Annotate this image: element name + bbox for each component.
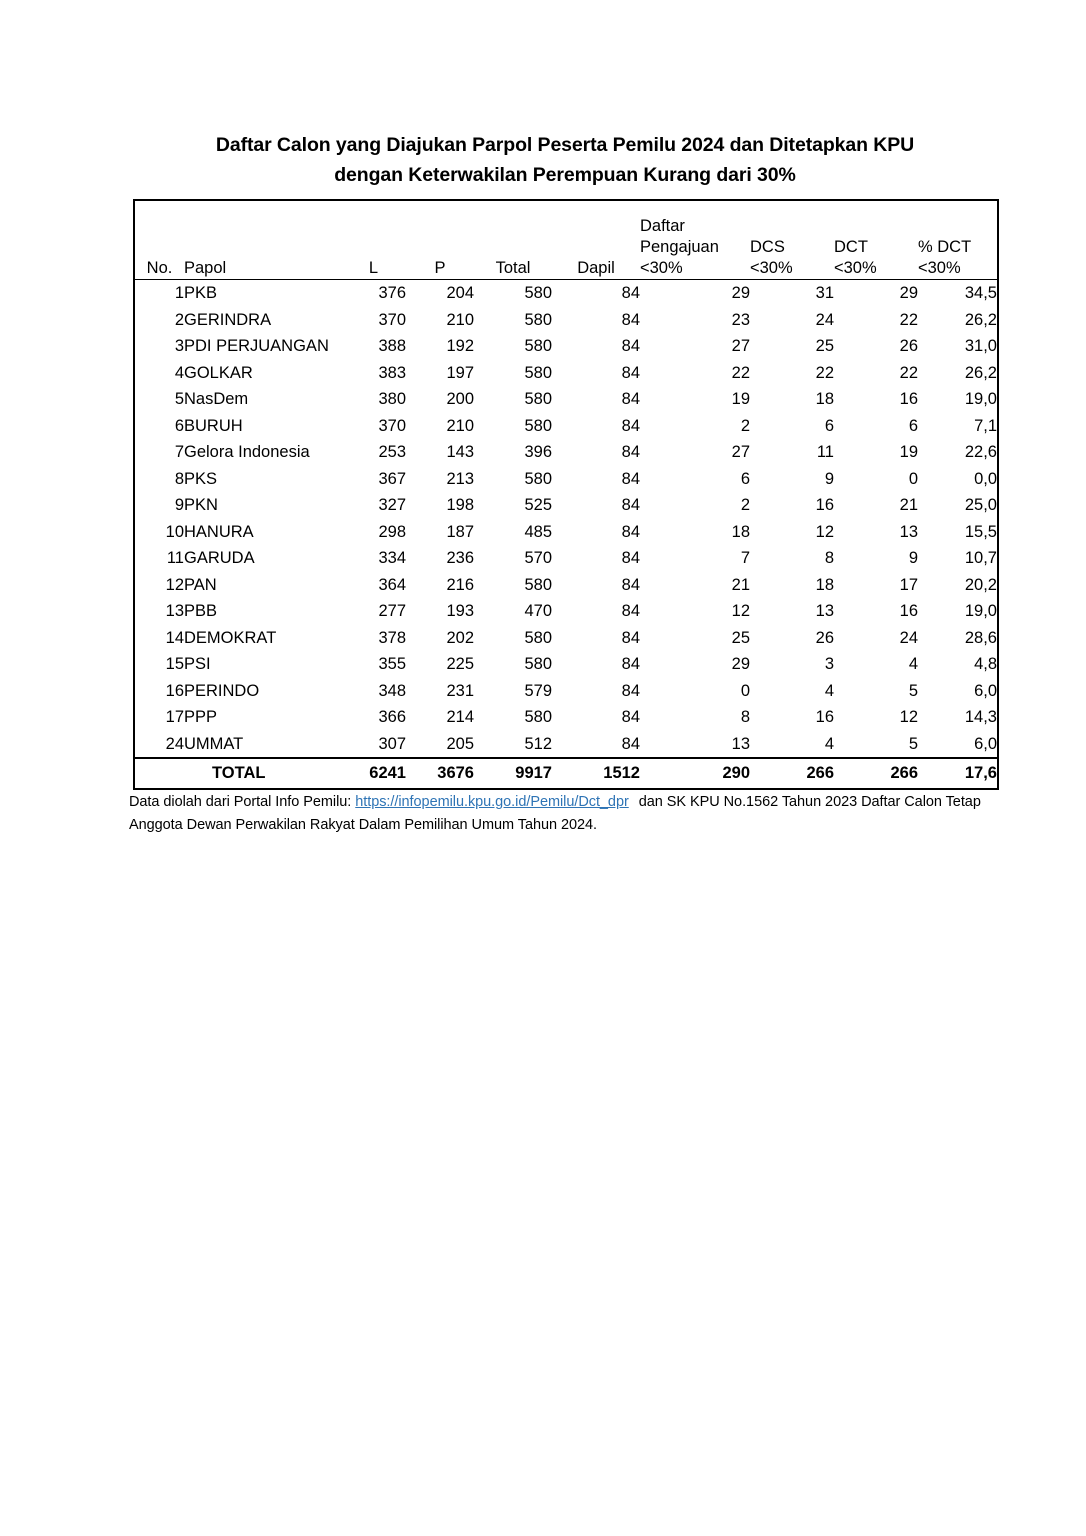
cell-dcs: 31	[815, 284, 834, 302]
cell-pengajuan: 29	[731, 655, 750, 673]
cell-dct: 22	[899, 363, 918, 382]
info-pemilu-link[interactable]: https://infopemilu.kpu.go.id/Pemilu/Dct_dpr	[355, 794, 629, 810]
total-cell-l: 6241	[341, 758, 406, 789]
cell-dapil: 84	[621, 522, 640, 541]
cell-total: 580	[524, 469, 552, 488]
table-row	[134, 360, 998, 387]
cell-total: 579	[524, 681, 552, 700]
cell-total: 580	[524, 708, 552, 726]
column-header-pengajuan-line-2: Pengajuan	[640, 238, 719, 256]
cell-papol: PDI PERJUANGAN	[184, 337, 329, 355]
table-row	[134, 492, 998, 519]
cell-p: 204	[446, 284, 474, 302]
cell-l: 364	[378, 575, 406, 594]
cell-dapil: 84	[621, 655, 640, 673]
cell-l: 376	[378, 284, 406, 302]
cell-no: 9	[174, 496, 184, 514]
cell-no: 12	[165, 575, 184, 594]
cell-pengajuan: 22	[731, 363, 750, 382]
cell-p: 192	[446, 337, 474, 355]
cell-dapil: 84	[621, 416, 640, 435]
column-header-dcs-line-1: DCS	[750, 238, 785, 256]
cell-pdct: 0,0	[974, 469, 997, 488]
cell-dcs: 16	[815, 708, 834, 726]
column-header-pengajuan-line-1: Daftar	[640, 217, 685, 235]
cell-no: 10	[165, 522, 184, 541]
cell-papol: DEMOKRAT	[184, 628, 277, 647]
data-table-container	[133, 199, 997, 790]
table-row	[134, 731, 998, 759]
cell-total: 580	[524, 655, 552, 673]
cell-pengajuan: 18	[731, 522, 750, 541]
cell-total: 485	[524, 522, 552, 541]
table-row	[134, 280, 998, 307]
cell-pengajuan: 2	[740, 416, 750, 435]
cell-no: 24	[165, 734, 184, 753]
cell-dcs: 16	[815, 496, 834, 514]
cell-dcs: 4	[824, 734, 834, 753]
column-header-p: P	[406, 200, 474, 280]
table-row	[134, 413, 998, 440]
cell-pdct: 25,0	[964, 496, 997, 514]
total-cell-dapil: 1512	[552, 758, 640, 789]
cell-dcs: 12	[815, 522, 834, 541]
cell-total: 580	[524, 416, 552, 435]
cell-total: 580	[524, 310, 552, 329]
cell-total: 470	[524, 602, 552, 620]
cell-dct: 26	[899, 337, 918, 355]
column-header-dapil: Dapil	[552, 200, 640, 280]
cell-dcs: 22	[815, 363, 834, 382]
cell-papol: PBB	[184, 602, 218, 620]
cell-pdct: 19,0	[964, 602, 997, 620]
column-header-pengajuan-line-3: <30%	[640, 259, 683, 277]
cell-dct: 16	[899, 390, 918, 408]
cell-dapil: 84	[621, 469, 640, 488]
cell-pengajuan: 27	[731, 337, 750, 355]
cell-dapil: 84	[621, 337, 640, 355]
total-cell-pengajuan: 290	[640, 758, 750, 789]
cell-l: 334	[378, 549, 406, 567]
table-row	[134, 386, 998, 413]
cell-l: 383	[378, 363, 406, 382]
cell-p: 200	[446, 390, 474, 408]
cell-dct: 21	[899, 496, 918, 514]
cell-pengajuan: 25	[731, 628, 750, 647]
cell-dct: 22	[899, 310, 918, 329]
cell-pengajuan: 8	[740, 708, 750, 726]
cell-p: 187	[446, 522, 474, 541]
cell-dcs: 6	[824, 416, 834, 435]
cell-pengajuan: 23	[731, 310, 750, 329]
cell-p: 193	[446, 602, 474, 620]
cell-no: 3	[174, 337, 184, 355]
cell-dct: 12	[899, 708, 918, 726]
cell-dcs: 3	[824, 655, 834, 673]
cell-pengajuan: 21	[731, 575, 750, 594]
cell-pdct: 26,2	[964, 310, 997, 329]
cell-l: 370	[378, 416, 406, 435]
cell-dct: 6	[908, 416, 918, 435]
cell-dapil: 84	[621, 681, 640, 700]
column-header-percent-dct	[918, 200, 998, 280]
cell-pdct: 15,5	[964, 522, 997, 541]
column-header-dct	[834, 200, 918, 280]
cell-pdct: 22,6	[964, 443, 997, 461]
cell-dapil: 84	[621, 284, 640, 302]
cell-dcs: 26	[815, 628, 834, 647]
cell-total: 580	[524, 390, 552, 408]
cell-papol: PKB	[184, 284, 218, 302]
table-row	[134, 519, 998, 546]
cell-p: 197	[446, 363, 474, 382]
cell-dct: 9	[908, 549, 918, 567]
cell-no: 15	[165, 655, 184, 673]
total-cell-dct: 266	[834, 758, 918, 789]
cell-p: 210	[446, 310, 474, 329]
cell-l: 366	[378, 708, 406, 726]
column-header-dcs	[750, 200, 834, 280]
cell-papol: PSI	[184, 655, 211, 673]
cell-pdct: 6,0	[974, 734, 997, 753]
total-cell-papol: TOTAL	[184, 758, 341, 789]
cell-p: 231	[446, 681, 474, 700]
cell-pdct: 28,6	[964, 628, 997, 647]
source-note-suffix: dan SK KPU No.1562 Tahun 2023 Daftar Calon Tetap Anggota Dewan Perwakilan Rakyat Dalam Pemilihan Umum Tahun 2024.	[129, 794, 981, 833]
cell-papol: GERINDRA	[184, 310, 272, 329]
cell-pengajuan: 2	[740, 496, 750, 514]
cell-pdct: 7,1	[974, 416, 997, 435]
cell-no: 13	[165, 602, 184, 620]
cell-l: 388	[378, 337, 406, 355]
cell-papol: HANURA	[184, 522, 254, 541]
cell-dct: 13	[899, 522, 918, 541]
total-cell-pdct: 17,6	[918, 758, 998, 789]
cell-total: 580	[524, 337, 552, 355]
cell-dcs: 11	[816, 443, 834, 461]
source-note	[129, 791, 1009, 837]
cell-pdct: 6,0	[974, 681, 997, 700]
column-header-l: L	[341, 200, 406, 280]
column-header-dct-line-2: <30%	[834, 259, 877, 277]
cell-pengajuan: 29	[731, 284, 750, 302]
candidates-table	[133, 199, 999, 790]
cell-papol: UMMAT	[184, 734, 244, 753]
table-row	[134, 598, 998, 625]
cell-total: 580	[524, 628, 552, 647]
cell-no: 11	[166, 549, 184, 567]
cell-dct: 5	[908, 681, 918, 700]
total-cell-total: 9917	[474, 758, 552, 789]
table-header	[134, 200, 998, 280]
cell-papol: GOLKAR	[184, 363, 253, 382]
cell-papol: PPP	[184, 708, 218, 726]
cell-pdct: 31,0	[964, 337, 997, 355]
column-header-no: No.	[134, 200, 184, 280]
cell-dapil: 84	[621, 628, 640, 647]
cell-l: 277	[378, 602, 406, 620]
cell-no: 16	[165, 681, 184, 700]
cell-dapil: 84	[621, 443, 640, 461]
cell-p: 214	[446, 708, 474, 726]
cell-no: 1	[174, 284, 184, 302]
cell-dcs: 18	[815, 575, 834, 594]
column-header-dcs-line-2: <30%	[750, 259, 793, 277]
cell-pengajuan: 13	[731, 734, 750, 753]
cell-l: 307	[378, 734, 406, 753]
cell-total: 580	[524, 284, 552, 302]
cell-p: 202	[446, 628, 474, 647]
cell-no: 2	[174, 310, 184, 329]
cell-dct: 24	[899, 628, 918, 647]
cell-dapil: 84	[621, 602, 640, 620]
cell-pdct: 4,8	[974, 655, 997, 673]
cell-no: 4	[174, 363, 184, 382]
cell-dct: 17	[899, 575, 918, 594]
column-header-dct-line-1: DCT	[834, 238, 868, 256]
cell-pengajuan: 6	[740, 469, 750, 488]
cell-dct: 19	[899, 443, 918, 461]
cell-dapil: 84	[621, 310, 640, 329]
cell-papol: PKS	[184, 469, 218, 488]
page-title	[133, 130, 997, 190]
cell-l: 378	[378, 628, 406, 647]
cell-pdct: 10,7	[964, 549, 997, 567]
cell-p: 205	[446, 734, 474, 753]
cell-papol: GARUDA	[184, 549, 255, 567]
cell-no: 17	[165, 708, 184, 726]
cell-p: 225	[446, 655, 474, 673]
table-row	[134, 678, 998, 705]
column-header-papol: Papol	[184, 200, 341, 280]
table-row	[134, 545, 998, 572]
cell-l: 367	[378, 469, 406, 488]
cell-l: 327	[378, 496, 406, 514]
cell-pengajuan: 7	[740, 549, 750, 567]
cell-pdct: 26,2	[964, 363, 997, 382]
cell-dcs: 8	[824, 549, 834, 567]
cell-dct: 5	[908, 734, 918, 753]
cell-p: 213	[446, 469, 474, 488]
cell-total: 512	[524, 734, 552, 753]
page-title-line-2: dengan Keterwakilan Perempuan Kurang dari 30%	[334, 164, 796, 186]
cell-dapil: 84	[621, 734, 640, 753]
cell-no: 8	[174, 469, 184, 488]
table-header-row	[134, 200, 998, 280]
cell-papol: PAN	[184, 575, 217, 594]
cell-pdct: 19,0	[964, 390, 997, 408]
cell-dcs: 9	[824, 469, 834, 488]
cell-papol: PERINDO	[184, 681, 260, 700]
cell-dcs: 4	[824, 681, 834, 700]
cell-l: 380	[378, 390, 406, 408]
table-row	[134, 333, 998, 360]
cell-p: 216	[446, 575, 474, 594]
cell-l: 370	[378, 310, 406, 329]
cell-l: 355	[378, 655, 406, 673]
cell-papol: Gelora Indonesia	[184, 443, 310, 461]
cell-total: 570	[524, 549, 552, 567]
cell-no: 7	[174, 443, 184, 461]
cell-pengajuan: 12	[731, 602, 750, 620]
cell-total: 580	[524, 363, 552, 382]
cell-l: 298	[378, 522, 406, 541]
cell-p: 198	[446, 496, 474, 514]
column-header-total: Total	[474, 200, 552, 280]
cell-p: 236	[446, 549, 474, 567]
cell-dct: 4	[908, 655, 918, 673]
cell-total: 525	[524, 496, 552, 514]
table-body	[134, 280, 998, 790]
cell-dct: 29	[899, 284, 918, 302]
cell-dapil: 84	[621, 390, 640, 408]
cell-dapil: 84	[621, 363, 640, 382]
cell-dct: 16	[899, 602, 918, 620]
table-total-row	[134, 758, 998, 789]
cell-no: 6	[174, 416, 184, 435]
table-row	[134, 466, 998, 493]
table-row	[134, 572, 998, 599]
cell-pengajuan: 19	[731, 390, 750, 408]
cell-dcs: 25	[815, 337, 834, 355]
total-cell-dcs: 266	[750, 758, 834, 789]
cell-dapil: 84	[621, 496, 640, 514]
cell-dcs: 18	[815, 390, 834, 408]
cell-p: 143	[446, 443, 474, 461]
source-note-prefix: Data diolah dari Portal Info Pemilu:	[129, 794, 356, 810]
cell-dct: 0	[908, 469, 918, 488]
table-row	[134, 704, 998, 731]
cell-pengajuan: 27	[731, 443, 750, 461]
page-title-line-1: Daftar Calon yang Diajukan Parpol Peserta Pemilu 2024 dan Ditetapkan KPU	[215, 134, 915, 156]
cell-no: 5	[174, 390, 184, 408]
cell-dcs: 24	[815, 310, 834, 329]
total-cell-p: 3676	[406, 758, 474, 789]
cell-pdct: 20,2	[964, 575, 997, 594]
cell-total: 580	[524, 575, 552, 594]
cell-papol: NasDem	[184, 390, 249, 408]
cell-dapil: 84	[621, 575, 640, 594]
cell-papol: PKN	[184, 496, 218, 514]
cell-dcs: 13	[815, 602, 834, 620]
cell-pengajuan: 0	[740, 681, 750, 700]
cell-l: 348	[378, 681, 406, 700]
table-row	[134, 651, 998, 678]
cell-total: 396	[524, 443, 552, 461]
cell-p: 210	[446, 416, 474, 435]
column-header-percent-dct-line-2: <30%	[918, 259, 961, 277]
cell-dapil: 84	[621, 549, 640, 567]
cell-dapil: 84	[621, 708, 640, 726]
table-row	[134, 625, 998, 652]
cell-papol: BURUH	[184, 416, 243, 435]
table-row	[134, 439, 998, 466]
cell-l: 253	[378, 443, 406, 461]
total-cell-no	[134, 758, 184, 789]
table-row	[134, 307, 998, 334]
cell-pdct: 14,3	[964, 708, 997, 726]
column-header-pengajuan	[640, 200, 750, 280]
column-header-percent-dct-line-1: % DCT	[918, 238, 972, 256]
cell-pdct: 34,5	[964, 284, 997, 302]
cell-no: 14	[165, 628, 184, 647]
